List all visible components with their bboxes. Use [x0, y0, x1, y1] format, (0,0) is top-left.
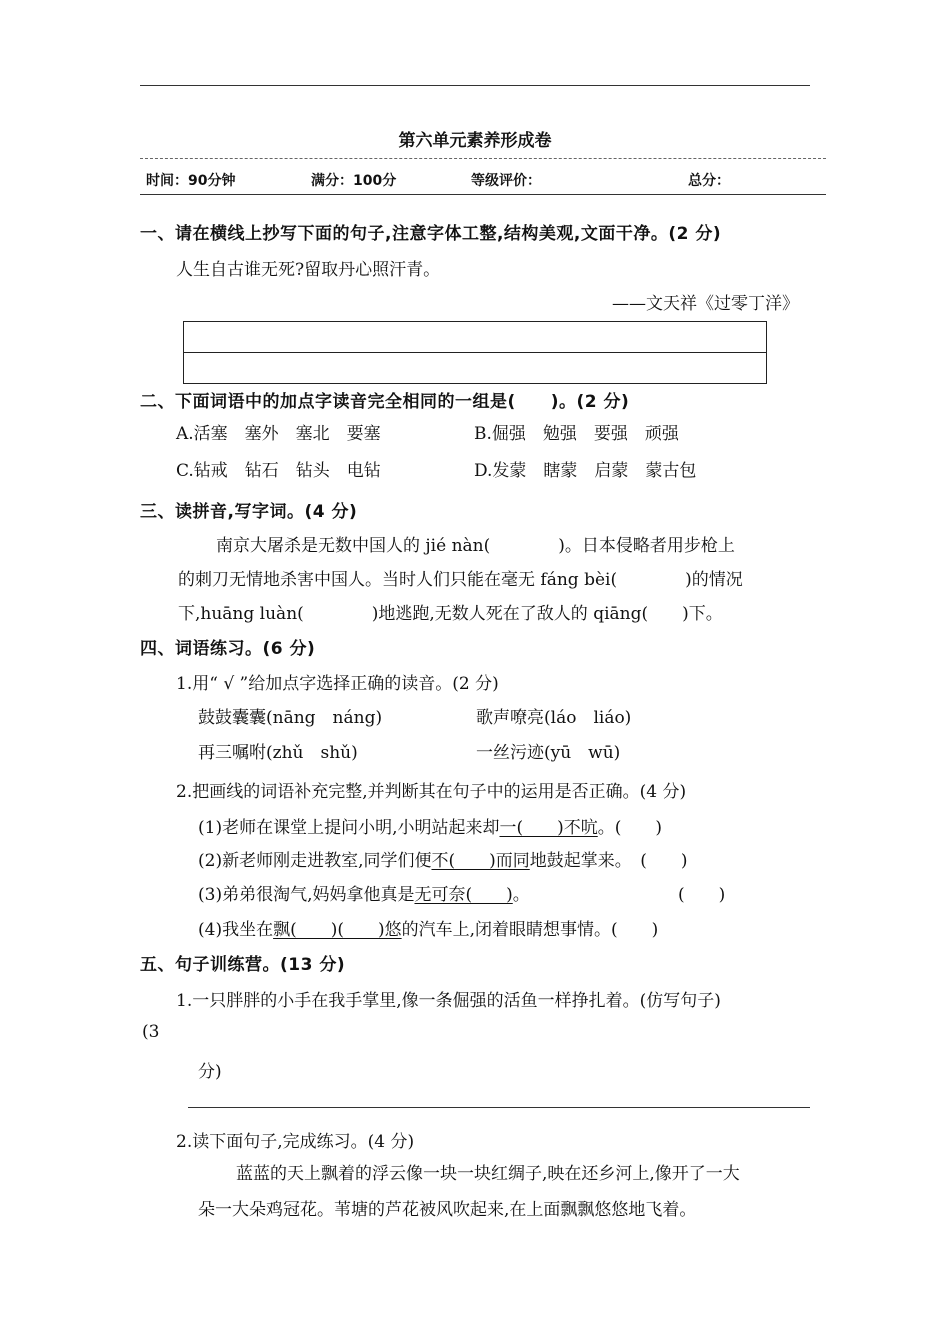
idiom-1-text: (1)老师在课堂上提问小明,小明站起来却	[198, 818, 500, 838]
option-c[interactable]: C.钻戒 钻石 钻头 电钻	[176, 461, 381, 481]
idiom-3-period: 。	[512, 885, 530, 905]
idiom-2-text: (2)新老师刚走进教室,同学们便	[198, 851, 432, 871]
idiom-3-text: (3)弟弟很淘气,妈妈拿他真是	[198, 885, 415, 905]
exam-time: 时间：90分钟	[146, 173, 236, 189]
idiom-2-judge[interactable]: 地鼓起掌来。 ( )	[529, 851, 688, 871]
pronunciation-item-3[interactable]: 再三嘱咐(zhǔ shǔ)	[198, 743, 358, 763]
option-d[interactable]: D.发蒙 瞎蒙 启蒙 蒙古包	[474, 461, 697, 481]
pinyin-passage-line-3: 下,huāng luàn( )地逃跑,无数人死在了敌人的 qiāng( )下。	[178, 604, 723, 624]
pinyin-passage-line-2: 的刺刀无情地杀害中国人。当时人们只能在毫无 fáng bèi( )的情况	[178, 570, 743, 590]
idiom-3-judge[interactable]: ( )	[678, 885, 726, 905]
idiom-item-4	[198, 915, 658, 940]
section-4-heading: 四、词语练习。(6 分)	[140, 639, 316, 659]
pronunciation-item-1[interactable]: 鼓鼓囊囊(nāng náng)	[198, 708, 383, 728]
sentence-question-1-score-cont: (3	[142, 1022, 160, 1042]
idiom-item-1	[198, 813, 662, 838]
pinyin-passage-line-1: 南京大屠杀是无数中国人的 jié nàn( )。日本侵略者用步枪上	[216, 536, 735, 556]
pronunciation-item-4[interactable]: 一丝污迹(yū wū)	[476, 743, 621, 763]
idiom-item-3	[198, 880, 530, 905]
header-bottom-rule	[140, 194, 826, 195]
top-rule	[140, 85, 810, 86]
idiom-3-blank[interactable]: 无可奈( )	[414, 885, 513, 905]
copy-writing-box[interactable]	[183, 321, 767, 384]
word-question-1: 1.用“ √ ”给加点字选择正确的读音。(2 分)	[176, 674, 499, 694]
sentence-question-2: 2.读下面句子,完成练习。(4 分)	[176, 1132, 415, 1152]
word-question-2: 2.把画线的词语补充完整,并判断其在句子中的运用是否正确。(4 分)	[176, 782, 687, 802]
copy-sentence: 人生自古谁无死?留取丹心照汗青。	[176, 260, 441, 280]
section-1-heading: 一、请在横线上抄写下面的句子,注意字体工整,结构美观,文面干净。(2 分)	[140, 224, 722, 244]
full-score: 满分：100分	[311, 173, 397, 189]
idiom-item-2	[198, 846, 688, 871]
sentence-question-1-score-end: 分)	[198, 1062, 222, 1082]
idiom-1-judge[interactable]: 。( )	[597, 818, 663, 838]
section-2-heading: 二、下面词语中的加点字读音完全相同的一组是( )。(2 分)	[140, 392, 630, 412]
grade-label: 等级评价：	[471, 173, 541, 189]
idiom-4-judge[interactable]: 的汽车上,闭着眼睛想事情。( )	[401, 920, 659, 940]
sentence-source: ——文天祥《过零丁洋》	[612, 294, 799, 314]
section-5-heading: 五、句子训练营。(13 分)	[140, 955, 346, 975]
answer-line[interactable]	[188, 1107, 810, 1108]
idiom-2-blank[interactable]: 不( )而同	[431, 851, 530, 871]
header-dashed-rule	[140, 158, 826, 159]
total-score-label: 总分：	[688, 173, 730, 189]
pronunciation-item-2[interactable]: 歌声嘹亮(láo liáo)	[476, 708, 632, 728]
page-title: 第六单元素养形成卷	[398, 131, 552, 151]
reading-passage-line-2: 朵一大朵鸡冠花。苇塘的芦花被风吹起来,在上面飘飘悠悠地飞着。	[198, 1200, 697, 1220]
section-3-heading: 三、读拼音,写字词。(4 分)	[140, 502, 358, 522]
idiom-1-blank[interactable]: 一( )不吭	[499, 818, 598, 838]
sentence-question-1: 1.一只胖胖的小手在我手掌里,像一条倔强的活鱼一样挣扎着。(仿写句子)	[176, 991, 721, 1011]
idiom-4-text: (4)我坐在	[198, 920, 274, 940]
copy-box-divider	[184, 352, 766, 353]
option-b[interactable]: B.倔强 勉强 要强 顽强	[474, 424, 679, 444]
idiom-4-blank[interactable]: 飘( )( )悠	[273, 920, 402, 940]
option-a[interactable]: A.活塞 塞外 塞北 要塞	[176, 424, 381, 444]
reading-passage-line-1: 蓝蓝的天上飘着的浮云像一块一块红绸子,映在还乡河上,像开了一大	[236, 1164, 740, 1184]
